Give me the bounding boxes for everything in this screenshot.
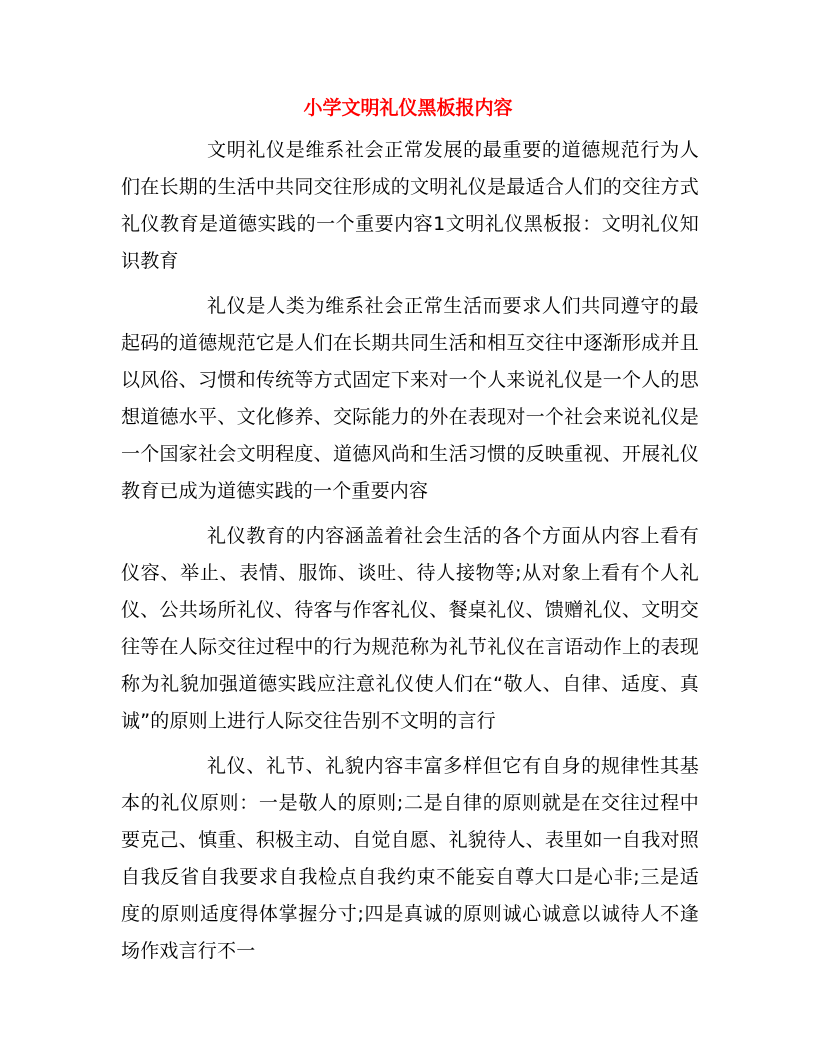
paragraph: 文明礼仪是维系社会正常发展的最重要的道德规范行为人们在长期的生活中共同交往形成的文明礼仪是最适合人们的交往方式礼仪教育是道德实践的一个重要内容1文明礼仪黑板报：文明礼仪知识教育	[121, 139, 699, 272]
document-title: 小学文明礼仪黑板报内容	[303, 97, 513, 119]
document-body	[121, 132, 699, 978]
paragraph: 礼仪、礼节、礼貌内容丰富多样但它有自身的规律性其基本的礼仪原则：一是敬人的原则;二是自律的原则就是在交往过程中要克己、慎重、积极主动、自觉自愿、礼貌待人、表里如一自我对照自我反省自我要求自我检点自我约束不能妄自尊大口是心非;三是适度的原则适度得体掌握分寸;四是真诚的原则诚心诚意以诚待人不逢场作戏言行不一	[121, 755, 699, 962]
paragraph: 礼仪是人类为维系社会正常生活而要求人们共同遵守的最起码的道德规范它是人们在长期共同生活和相互交往中逐渐形成并且以风俗、习惯和传统等方式固定下来对一个人来说礼仪是一个人的思想道德水平、文化修养、交际能力的外在表现对一个社会来说礼仪是一个国家社会文明程度、道德风尚和生活习惯的反映重视、开展礼仪教育已成为道德实践的一个重要内容	[121, 295, 699, 502]
paragraph: 礼仪教育的内容涵盖着社会生活的各个方面从内容上看有仪容、举止、表情、服饰、谈吐、待人接物等;从对象上看有个人礼仪、公共场所礼仪、待客与作客礼仪、餐桌礼仪、馈赠礼仪、文明交往等在人际交往过程中的行为规范称为礼节礼仪在言语动作上的表现称为礼貌加强道德实践应注意礼仪使人们在“敬人、自律、适度、真诚”的原则上进行人际交往告别不文明的言行	[121, 525, 699, 732]
